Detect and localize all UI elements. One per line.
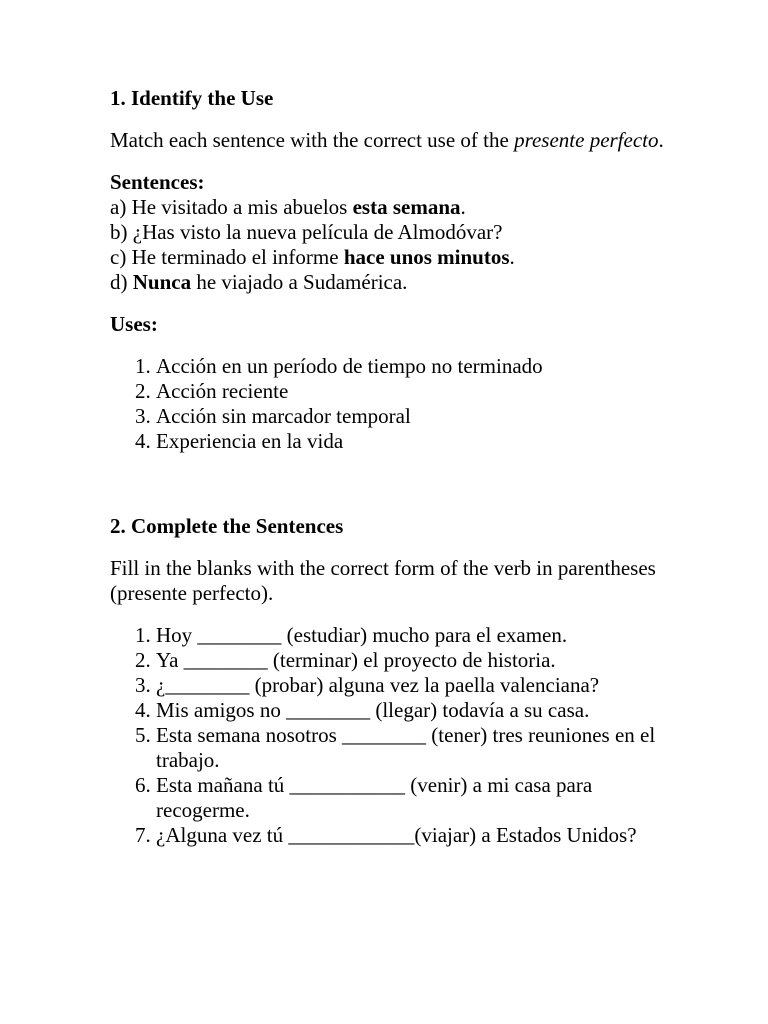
section1-title: 1. Identify the Use bbox=[110, 86, 274, 110]
exercise-list bbox=[110, 623, 670, 848]
sentence-text: a) He visitado a mis abuelos bbox=[110, 195, 353, 219]
sentence-bold: hace unos minutos bbox=[343, 245, 510, 269]
sentences-heading: Sentences: bbox=[110, 170, 205, 194]
sentence-b bbox=[110, 220, 670, 245]
list-item: 4. Experiencia en la vida bbox=[156, 429, 670, 454]
list-item: 4. Mis amigos no ________ (llegar) todavía a su casa. bbox=[156, 698, 670, 723]
uses-heading: Uses: bbox=[110, 312, 158, 336]
sentence-text: he viajado a Sudamérica. bbox=[191, 270, 408, 294]
list-item: 3. Acción sin marcador temporal bbox=[156, 404, 670, 429]
sentence-c bbox=[110, 245, 670, 270]
sentence-text: d) bbox=[110, 270, 133, 294]
list-item: 1. Acción en un período de tiempo no terminado bbox=[156, 354, 670, 379]
instruction-italic: presente perfecto bbox=[514, 128, 659, 152]
instruction-suffix: . bbox=[658, 128, 664, 152]
sentence-text: b) ¿Has visto la nueva película de Almodóvar? bbox=[110, 220, 503, 244]
section2-title: 2. Complete the Sentences bbox=[110, 514, 344, 538]
list-item: 6. Esta mañana tú ___________ (venir) a mi casa para recogerme. bbox=[156, 773, 670, 823]
section1-instruction bbox=[110, 128, 670, 153]
list-item: 3. ¿________ (probar) alguna vez la paella valenciana? bbox=[156, 673, 670, 698]
document-page bbox=[110, 86, 670, 848]
instruction-prefix: Match each sentence with the correct use of the bbox=[110, 128, 515, 152]
sentence-text: . bbox=[460, 195, 466, 219]
list-item: 2. Ya ________ (terminar) el proyecto de historia. bbox=[156, 648, 670, 673]
list-item: 5. Esta semana nosotros ________ (tener) tres reuniones en el trabajo. bbox=[156, 723, 670, 773]
sentence-text: . bbox=[509, 245, 515, 269]
sentence-bold: esta semana bbox=[352, 195, 461, 219]
sentence-a bbox=[110, 195, 670, 220]
sentence-text: c) He terminado el informe bbox=[110, 245, 344, 269]
sentence-bold: Nunca bbox=[132, 270, 192, 294]
list-item: 2. Acción reciente bbox=[156, 379, 670, 404]
list-item: 7. ¿Alguna vez tú ____________(viajar) a Estados Unidos? bbox=[156, 823, 670, 848]
sentences-list bbox=[110, 195, 670, 295]
sentence-d bbox=[110, 270, 670, 295]
section2-instruction: Fill in the blanks with the correct form of the verb in parentheses (presente perfecto). bbox=[110, 556, 656, 605]
list-item: 1. Hoy ________ (estudiar) mucho para el examen. bbox=[156, 623, 670, 648]
uses-list bbox=[110, 354, 670, 454]
